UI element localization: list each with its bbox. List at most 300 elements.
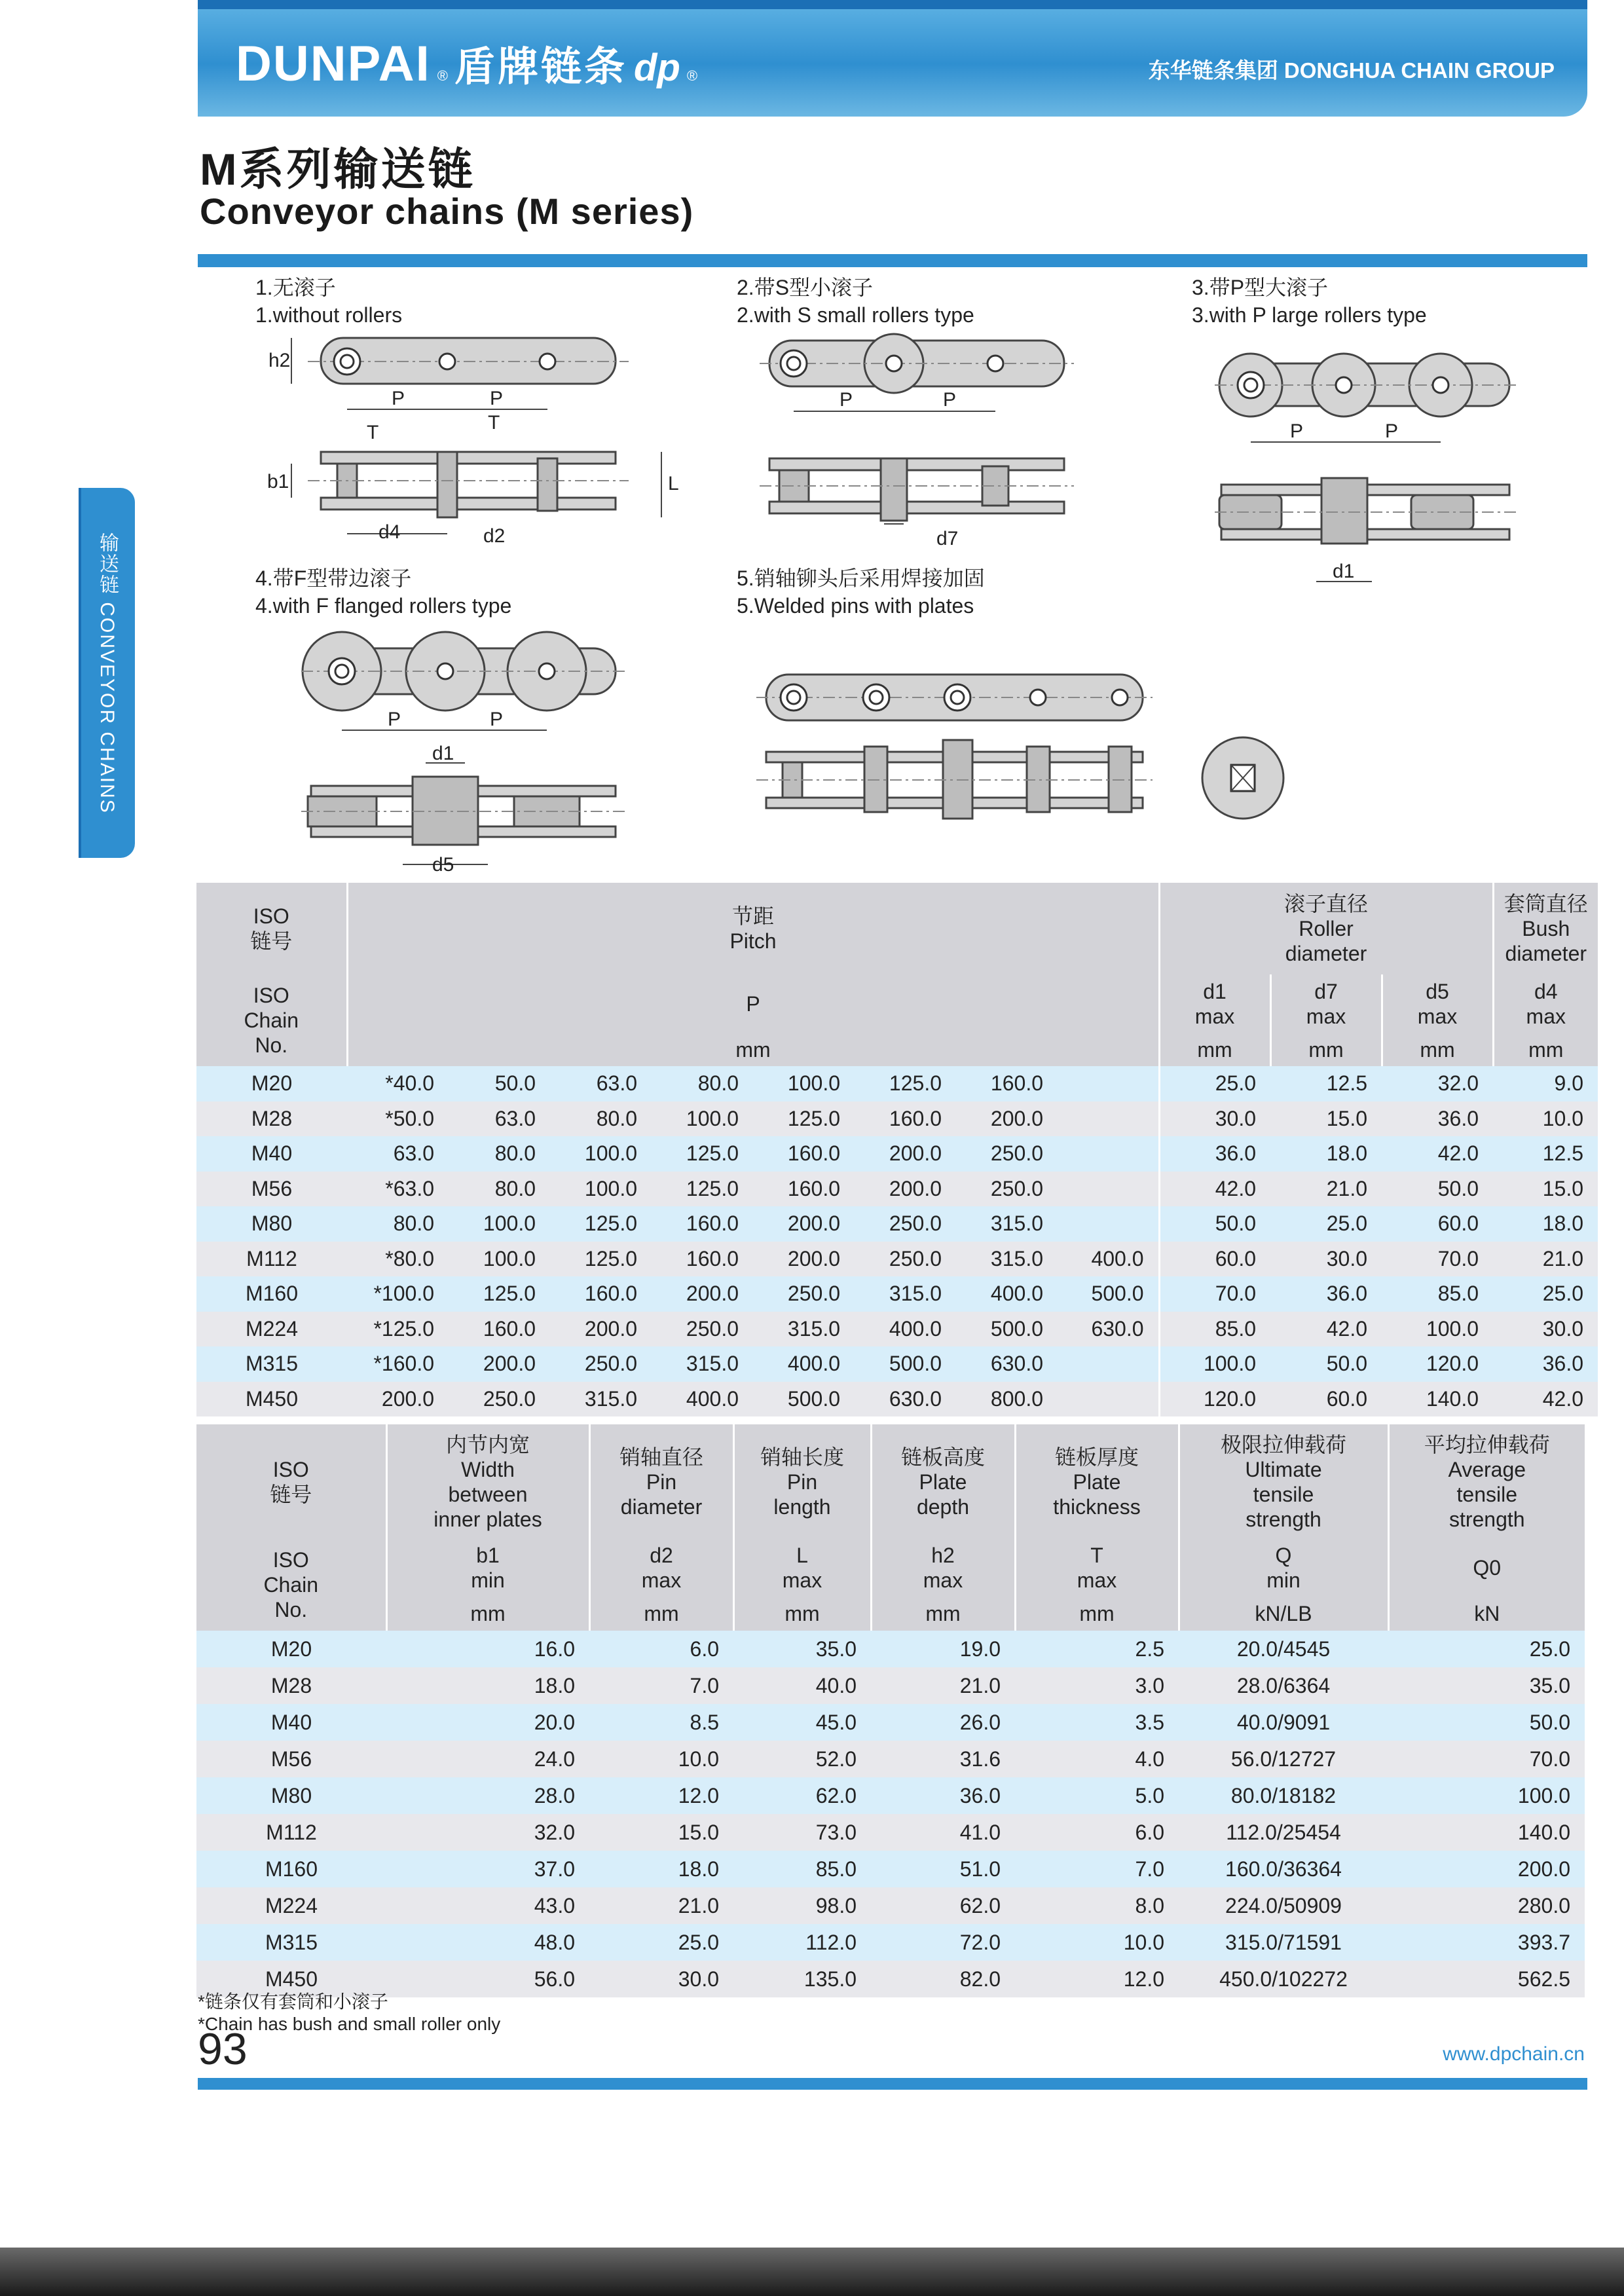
table-cell: 200.0: [1388, 1851, 1585, 1887]
diagram-welded-pins: [756, 675, 1283, 819]
chain-number-cell: M315: [196, 1924, 386, 1961]
iso-chain-label-en-text: ISO Chain No.: [244, 984, 299, 1057]
pin-hole: [539, 663, 555, 679]
table-cell: 63.0: [550, 1066, 652, 1102]
diagram-3-caption-cn: 3.带P型大滚子: [1192, 276, 1329, 299]
table-cell: 36.0: [1270, 1276, 1382, 1312]
diagram-1-caption-cn: 1.无滚子: [255, 276, 336, 299]
d2-symbol: [589, 1539, 733, 1597]
chain-number-cell: M80: [196, 1206, 347, 1242]
table-cell: 30.0: [589, 1961, 733, 1997]
table-cell: 280.0: [1388, 1887, 1585, 1924]
iso-chain-label-en-text: ISO Chain No.: [263, 1548, 319, 1621]
q-unit: kN/LB: [1179, 1597, 1388, 1631]
pin: [538, 458, 557, 511]
table-cell: 10.0: [1493, 1102, 1598, 1137]
table-cell: 250.0: [956, 1136, 1058, 1172]
dim-label-p: P: [943, 389, 957, 411]
table-cell: 24.0: [386, 1741, 589, 1777]
pin-hole: [1244, 379, 1257, 392]
pin-hole: [987, 356, 1003, 371]
q-symbol: [1179, 1539, 1388, 1597]
iso-chain-label-cn: [196, 883, 347, 974]
table-cell: 8.0: [1015, 1887, 1179, 1924]
table-row: [196, 1887, 1585, 1924]
dim-label-p: P: [388, 709, 401, 730]
d5-symbol-text: d5 max: [1417, 980, 1458, 1028]
diagram-5-caption-cn: 5.销轴铆头后采用焊接加固: [737, 566, 985, 590]
pitch-unit: mm: [347, 1033, 1159, 1066]
pin-hole: [540, 354, 555, 369]
pitch-table: [196, 883, 1598, 1416]
table-row: [196, 1136, 1598, 1172]
table-cell: 42.0: [1382, 1136, 1493, 1172]
table-cell: 28.0/6364: [1179, 1667, 1388, 1704]
table-row: [196, 1741, 1585, 1777]
table-cell: *40.0: [347, 1066, 449, 1102]
table-cell: 160.0: [753, 1172, 855, 1207]
chain-number-cell: M28: [196, 1667, 386, 1704]
table-cell: 42.0: [1493, 1382, 1598, 1417]
side-tab-label: 输送链 CONVEYOR CHAINS: [96, 532, 118, 814]
b1-unit: mm: [386, 1597, 589, 1631]
table-row: [196, 1066, 1598, 1102]
table-cell: 63.0: [449, 1102, 550, 1137]
dim-label-t: T: [488, 412, 500, 434]
table-cell: 160.0/36364: [1179, 1851, 1388, 1887]
table-cell: 125.0: [449, 1276, 550, 1312]
table-cell: 80.0: [550, 1102, 652, 1137]
dimension-table-body: [196, 1631, 1585, 1997]
diagram-without-rollers: [267, 338, 679, 547]
pitch-symbol: P: [347, 974, 1159, 1033]
table-cell: 200.0: [449, 1346, 550, 1382]
table-cell: 315.0: [956, 1242, 1058, 1277]
table-cell: 315.0: [550, 1382, 652, 1417]
dim-label-h2: h2: [268, 350, 291, 371]
chain-number-cell: M224: [196, 1887, 386, 1924]
d2-unit: mm: [589, 1597, 733, 1631]
table-cell: 200.0: [855, 1172, 956, 1207]
table-cell: 21.0: [871, 1667, 1015, 1704]
d5-unit: mm: [1382, 1033, 1493, 1066]
table-cell: [1058, 1172, 1159, 1207]
table-cell: 100.0: [1382, 1312, 1493, 1347]
table-cell: *80.0: [347, 1242, 449, 1277]
b1-symbol: [386, 1539, 589, 1597]
table-row: [196, 1172, 1598, 1207]
table-cell: 140.0: [1382, 1382, 1493, 1417]
chain-number-cell: M56: [196, 1741, 386, 1777]
table-cell: 18.0: [386, 1667, 589, 1704]
table-cell: 6.0: [1015, 1814, 1179, 1851]
t-symbol: [1015, 1539, 1179, 1597]
table-cell: 70.0: [1159, 1276, 1270, 1312]
table-row: [196, 1667, 1585, 1704]
brand-name-cn: 盾牌链条: [454, 45, 627, 90]
dim-label-p: P: [490, 709, 504, 730]
table-cell: 70.0: [1388, 1741, 1585, 1777]
d1-symbol: [1159, 974, 1270, 1033]
table-cell: 25.0: [1493, 1276, 1598, 1312]
d1-unit: mm: [1159, 1033, 1270, 1066]
average-strength-label: [1388, 1424, 1585, 1539]
table-cell: 36.0: [1493, 1346, 1598, 1382]
table-cell: 36.0: [871, 1777, 1015, 1814]
table-cell: 25.0: [1159, 1066, 1270, 1102]
d2-symbol-text: d2 max: [641, 1544, 682, 1592]
t-symbol-text: T max: [1077, 1544, 1117, 1592]
table-cell: 4.0: [1015, 1741, 1179, 1777]
pin-hole: [1336, 377, 1352, 393]
chain-number-cell: M224: [196, 1312, 347, 1347]
table-cell: 125.0: [550, 1206, 652, 1242]
table-cell: *63.0: [347, 1172, 449, 1207]
pitch-label: [347, 883, 1159, 974]
chain-diagrams: [0, 0, 1624, 878]
table-cell: 100.0: [753, 1066, 855, 1102]
table-cell: 30.0: [1159, 1102, 1270, 1137]
table-cell: 43.0: [386, 1887, 589, 1924]
pin-hole: [787, 357, 800, 370]
table-cell: 62.0: [733, 1777, 871, 1814]
table-cell: 140.0: [1388, 1814, 1585, 1851]
table-cell: 562.5: [1388, 1961, 1585, 1997]
pin-hole: [437, 663, 453, 679]
dim-label-d1: d1: [432, 743, 454, 764]
table-cell: 500.0: [1058, 1276, 1159, 1312]
chain-number-cell: M160: [196, 1851, 386, 1887]
table-cell: 3.5: [1015, 1704, 1179, 1741]
table-cell: 15.0: [1493, 1172, 1598, 1207]
table-cell: 80.0/18182: [1179, 1777, 1388, 1814]
table-cell: 200.0: [956, 1102, 1058, 1137]
table-cell: 31.6: [871, 1741, 1015, 1777]
table-cell: 450.0/102272: [1179, 1961, 1388, 1997]
diagram-p-large-rollers: [1215, 354, 1519, 582]
table-cell: 393.7: [1388, 1924, 1585, 1961]
table-cell: 125.0: [550, 1242, 652, 1277]
table-cell: 10.0: [589, 1741, 733, 1777]
footer-divider: [198, 2078, 1587, 2090]
table-cell: [1058, 1346, 1159, 1382]
dim-label-p: P: [392, 388, 405, 409]
table-cell: 200.0: [753, 1206, 855, 1242]
table-cell: 35.0: [1388, 1667, 1585, 1704]
iso-chain-label-cn: [196, 1424, 386, 1539]
table-cell: 400.0: [753, 1346, 855, 1382]
table-cell: 19.0: [871, 1631, 1015, 1667]
l-unit: mm: [733, 1597, 871, 1631]
table-cell: 50.0: [1159, 1206, 1270, 1242]
table-row: [196, 1631, 1585, 1667]
bush-diameter-label: [1493, 883, 1598, 974]
chain-number-cell: M112: [196, 1242, 347, 1277]
table-cell: 28.0: [386, 1777, 589, 1814]
ultimate-strength-label: [1179, 1424, 1388, 1539]
width-between-plates-label: [386, 1424, 589, 1539]
table-cell: 15.0: [1270, 1102, 1382, 1137]
table-cell: 60.0: [1382, 1206, 1493, 1242]
dim-label-p: P: [1290, 420, 1304, 442]
scan-edge: [0, 2248, 1624, 2296]
h2-symbol-text: h2 max: [923, 1544, 963, 1592]
table-cell: 100.0: [1159, 1346, 1270, 1382]
average-strength-label-text: 平均拉伸载荷 Average tensile strength: [1424, 1432, 1550, 1531]
l-symbol-text: L max: [782, 1544, 822, 1592]
table-cell: 50.0: [1382, 1172, 1493, 1207]
plate-thickness-label-text: 链板厚度 Plate thickness: [1053, 1445, 1141, 1519]
pin: [1321, 478, 1367, 544]
table-cell: 315.0: [956, 1206, 1058, 1242]
d7-symbol-text: d7 max: [1306, 980, 1346, 1028]
table-cell: 7.0: [1015, 1851, 1179, 1887]
welded-pin: [1030, 690, 1046, 705]
iso-chain-label-cn-text: ISO 链号: [250, 904, 293, 953]
dim-label-d2: d2: [483, 525, 506, 547]
table-cell: 100.0: [550, 1172, 652, 1207]
table-cell: 315.0: [855, 1276, 956, 1312]
d5-symbol: [1382, 974, 1493, 1033]
pin-hole: [439, 354, 455, 369]
table-cell: [1058, 1382, 1159, 1417]
pitch-label-text: 节距 Pitch: [729, 904, 777, 953]
pin-hole: [787, 691, 800, 704]
table-cell: 2.5: [1015, 1631, 1179, 1667]
table-cell: 32.0: [386, 1814, 589, 1851]
table-cell: 200.0: [652, 1276, 753, 1312]
table-cell: 50.0: [449, 1066, 550, 1102]
table-cell: 12.0: [589, 1777, 733, 1814]
pin-length-label: [733, 1424, 871, 1539]
table-cell: 100.0: [449, 1206, 550, 1242]
table-cell: 40.0: [733, 1667, 871, 1704]
chain-number-cell: M450: [196, 1382, 347, 1417]
h2-symbol: [871, 1539, 1015, 1597]
table-cell: 42.0: [1159, 1172, 1270, 1207]
table-cell: 250.0: [550, 1346, 652, 1382]
table-cell: 21.0: [1493, 1242, 1598, 1277]
table-row: [196, 1102, 1598, 1137]
table-cell: 160.0: [753, 1136, 855, 1172]
dim-label-p: P: [1385, 420, 1399, 442]
iso-chain-label-en: [196, 1539, 386, 1631]
table-cell: 160.0: [956, 1066, 1058, 1102]
table-cell: 25.0: [1388, 1631, 1585, 1667]
group-name: 东华链条集团 DONGHUA CHAIN GROUP: [1148, 58, 1555, 83]
table-cell: *125.0: [347, 1312, 449, 1347]
footnote-cn: *链条仅有套筒和小滚子: [198, 1991, 388, 2012]
l-symbol: [733, 1539, 871, 1597]
pin-diameter-label: [589, 1424, 733, 1539]
plate-top-view: [321, 498, 616, 509]
website-link[interactable]: www.dpchain.cn: [1443, 2043, 1585, 2065]
table-cell: 112.0/25454: [1179, 1814, 1388, 1851]
d7-unit: mm: [1270, 1033, 1382, 1066]
table-cell: 62.0: [871, 1887, 1015, 1924]
table-cell: 50.0: [1388, 1704, 1585, 1741]
table-cell: 250.0: [652, 1312, 753, 1347]
table-cell: 80.0: [652, 1066, 753, 1102]
d4-unit: mm: [1493, 1033, 1598, 1066]
diagram-4-caption-cn: 4.带F型带边滚子: [255, 566, 412, 590]
table-cell: 40.0/9091: [1179, 1704, 1388, 1741]
table-row: [196, 1312, 1598, 1347]
table-cell: 35.0: [733, 1631, 871, 1667]
plate-top-view: [769, 502, 1064, 513]
table-cell: 120.0: [1159, 1382, 1270, 1417]
table-cell: 160.0: [550, 1276, 652, 1312]
table-cell: 12.5: [1270, 1066, 1382, 1102]
table-cell: 125.0: [652, 1136, 753, 1172]
table-row: [196, 1814, 1585, 1851]
table-cell: 125.0: [753, 1102, 855, 1137]
table-cell: 30.0: [1270, 1242, 1382, 1277]
table-cell: 73.0: [733, 1814, 871, 1851]
large-roller-top: [1219, 495, 1282, 529]
table-cell: 100.0: [550, 1136, 652, 1172]
table-cell: 60.0: [1270, 1382, 1382, 1417]
table-cell: 36.0: [1159, 1136, 1270, 1172]
diagram-4-caption-en: 4.with F flanged rollers type: [255, 594, 512, 618]
table-cell: 100.0: [1388, 1777, 1585, 1814]
chain-number-cell: M160: [196, 1276, 347, 1312]
table-cell: 315.0: [652, 1346, 753, 1382]
welded-pin: [1112, 690, 1128, 705]
diagram-1-caption-en: 1.without rollers: [255, 303, 403, 327]
bush-diameter-label-text: 套筒直径 Bush diameter: [1504, 892, 1588, 965]
table-cell: 8.5: [589, 1704, 733, 1741]
table-cell: 224.0/50909: [1179, 1887, 1388, 1924]
pin-hole: [335, 665, 348, 678]
diagram-2-caption-en: 2.with S small rollers type: [737, 303, 974, 327]
table-cell: 26.0: [871, 1704, 1015, 1741]
table-cell: 250.0: [855, 1206, 956, 1242]
dim-label-d4: d4: [378, 521, 401, 543]
table-row: [196, 1346, 1598, 1382]
table-cell: [1058, 1102, 1159, 1137]
table-cell: [1058, 1206, 1159, 1242]
dim-label-d5: d5: [432, 854, 454, 876]
plate-thickness-label: [1015, 1424, 1179, 1539]
table-row: [196, 1851, 1585, 1887]
diagram-3-caption-en: 3.with P large rollers type: [1192, 303, 1427, 327]
d1-symbol-text: d1 max: [1194, 980, 1235, 1028]
table-cell: 25.0: [589, 1924, 733, 1961]
table-cell: 6.0: [589, 1631, 733, 1667]
registered-mark: ®: [437, 67, 448, 84]
q-symbol-text: Q min: [1266, 1544, 1301, 1592]
table-cell: 10.0: [1015, 1924, 1179, 1961]
b1-symbol-text: b1 min: [471, 1544, 505, 1592]
table-cell: 15.0: [589, 1814, 733, 1851]
chain-number-cell: M40: [196, 1704, 386, 1741]
table-cell: 85.0: [733, 1851, 871, 1887]
table-cell: 21.0: [1270, 1172, 1382, 1207]
table-cell: 120.0: [1382, 1346, 1493, 1382]
chain-number-cell: M450: [196, 1961, 386, 1997]
table-cell: 100.0: [449, 1242, 550, 1277]
table-cell: 315.0: [753, 1312, 855, 1347]
table-cell: 250.0: [956, 1172, 1058, 1207]
table-row: [196, 1382, 1598, 1417]
table-cell: 82.0: [871, 1961, 1015, 1997]
table-cell: 800.0: [956, 1382, 1058, 1417]
table-cell: *50.0: [347, 1102, 449, 1137]
width-between-plates-label-text: 内节内宽 Width between inner plates: [434, 1432, 542, 1531]
dim-label-b1: b1: [267, 471, 289, 492]
table-cell: 500.0: [753, 1382, 855, 1417]
table-cell: 60.0: [1159, 1242, 1270, 1277]
table-cell: 18.0: [1270, 1136, 1382, 1172]
table-cell: 18.0: [589, 1851, 733, 1887]
table-cell: 51.0: [871, 1851, 1015, 1887]
d7-symbol: [1270, 974, 1382, 1033]
table-cell: 20.0: [386, 1704, 589, 1741]
table-row: [196, 1777, 1585, 1814]
page-number: 93: [198, 2024, 248, 2074]
diagram-2-caption-cn: 2.带S型小滚子: [737, 276, 874, 299]
table-row: [196, 1276, 1598, 1312]
table-cell: 42.0: [1270, 1312, 1382, 1347]
table-cell: 500.0: [956, 1312, 1058, 1347]
table-row: [196, 1924, 1585, 1961]
plate-top-view: [321, 452, 616, 464]
table-cell: 21.0: [589, 1887, 733, 1924]
roller-diameter-label: [1159, 883, 1493, 974]
table-cell: 98.0: [733, 1887, 871, 1924]
table-cell: 125.0: [855, 1066, 956, 1102]
page-title-en: Conveyor chains (M series): [200, 191, 694, 232]
pin: [881, 458, 907, 521]
table-cell: 160.0: [449, 1312, 550, 1347]
diagram-5-caption-en: 5.Welded pins with plates: [737, 594, 974, 618]
plate-depth-label: [871, 1424, 1015, 1539]
page-title-cn: M系列输送链: [200, 145, 475, 194]
table-cell: 45.0: [733, 1704, 871, 1741]
table-cell: [1058, 1136, 1159, 1172]
table-cell: 630.0: [1058, 1312, 1159, 1347]
table-cell: 400.0: [652, 1382, 753, 1417]
table-cell: 25.0: [1270, 1206, 1382, 1242]
table-cell: 80.0: [347, 1206, 449, 1242]
brand-name-en: DUNPAI: [236, 36, 431, 92]
table-cell: 80.0: [449, 1172, 550, 1207]
table-cell: 400.0: [1058, 1242, 1159, 1277]
table-cell: [1058, 1066, 1159, 1102]
dim-label-d7: d7: [936, 528, 959, 549]
table-cell: 41.0: [871, 1814, 1015, 1851]
table-cell: 630.0: [855, 1382, 956, 1417]
table-cell: 70.0: [1382, 1242, 1493, 1277]
table-cell: 56.0/12727: [1179, 1741, 1388, 1777]
pin-hole: [1433, 377, 1449, 393]
diagram-f-flanged-rollers: [301, 632, 625, 876]
dp-logo-icon: dp: [633, 46, 680, 89]
q0-unit: kN: [1388, 1597, 1585, 1631]
roller-diameter-label-text: 滚子直径 Roller diameter: [1284, 892, 1369, 965]
table-cell: 63.0: [347, 1136, 449, 1172]
chain-number-cell: M80: [196, 1777, 386, 1814]
table-cell: 125.0: [652, 1172, 753, 1207]
dim-label-d1: d1: [1333, 561, 1355, 582]
table-cell: 9.0: [1493, 1066, 1598, 1102]
footnote-en: *Chain has bush and small roller only: [198, 2014, 501, 2034]
table-cell: 200.0: [753, 1242, 855, 1277]
d4-symbol: [1493, 974, 1598, 1033]
table-cell: 400.0: [956, 1276, 1058, 1312]
table-cell: 85.0: [1159, 1312, 1270, 1347]
